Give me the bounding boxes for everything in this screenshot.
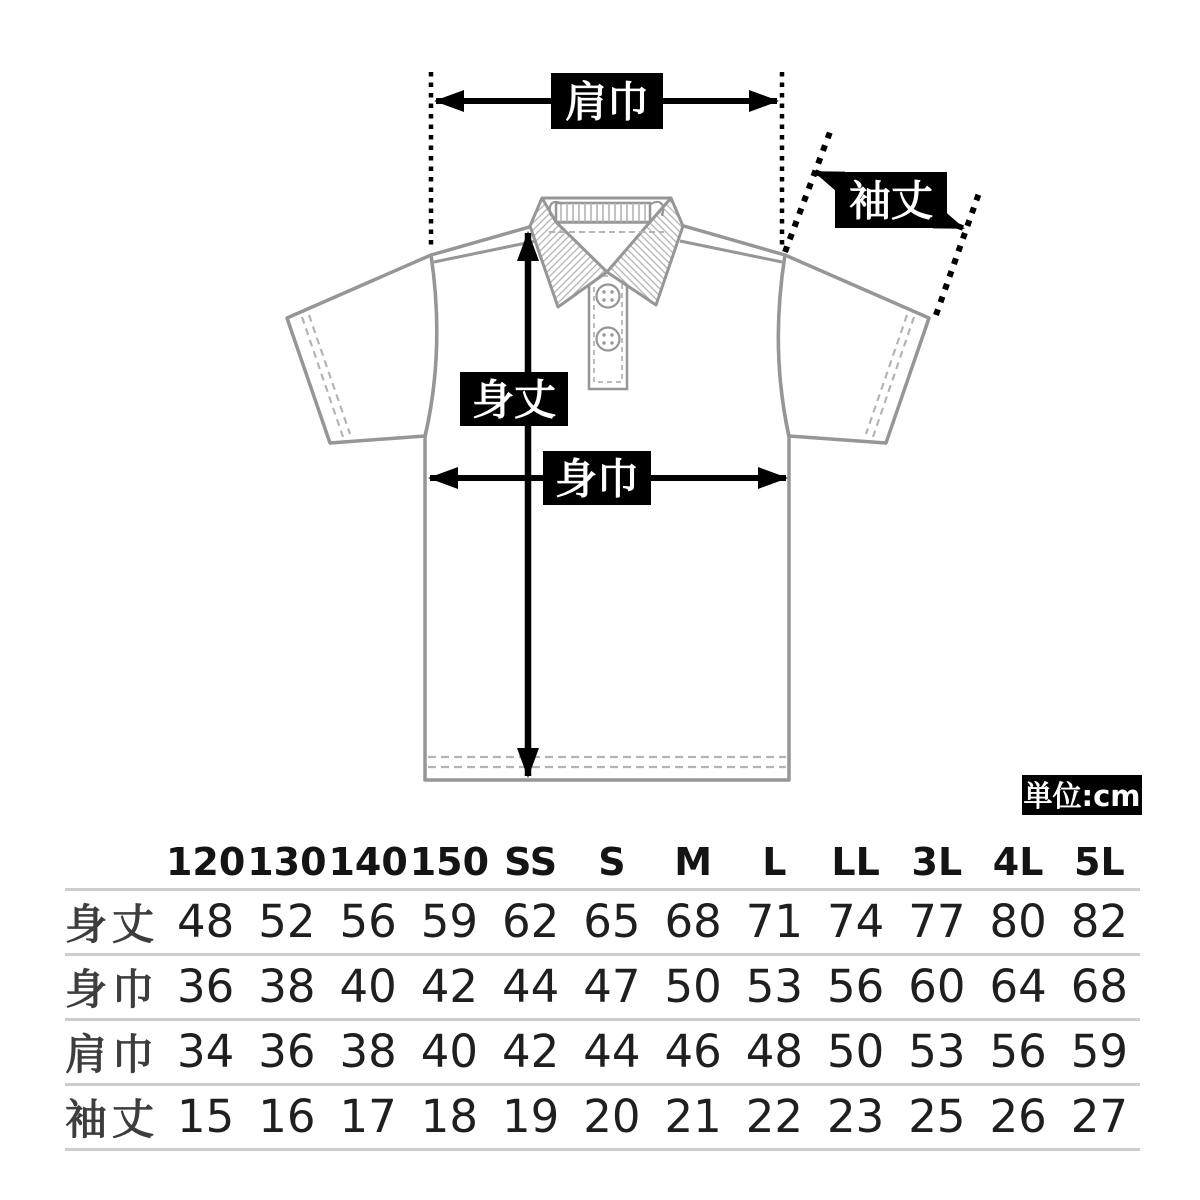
measurement-row-label: 肩巾: [65, 1029, 160, 1079]
size-table-row: [65, 954, 1140, 1019]
measurement-value-cell: 71: [745, 895, 803, 948]
body-length-label: 身丈: [471, 375, 557, 425]
size-table: [65, 836, 1140, 1151]
measurement-row-label: 身巾: [65, 964, 160, 1014]
measurement-row-label: 袖丈: [65, 1094, 160, 1144]
measurement-value-cell: 68: [1070, 960, 1128, 1013]
size-table-row: [65, 1084, 1140, 1149]
measurement-value-cell: 23: [826, 1090, 885, 1143]
measurement-value-cell: 27: [1070, 1090, 1128, 1143]
button: [597, 328, 620, 351]
size-table-header-row: [65, 836, 1140, 889]
size-column-header: S: [598, 839, 626, 884]
size-table-row: [65, 1019, 1140, 1084]
sleeve-length-label: 袖丈: [848, 176, 934, 226]
measurement-value-cell: 59: [1070, 1025, 1128, 1078]
measurement-value-cell: 77: [908, 895, 966, 948]
sleeve-length-guide-inner: [785, 132, 830, 252]
measurement-value-cell: 80: [989, 895, 1047, 948]
measurement-value-cell: 20: [583, 1090, 641, 1143]
measurement-value-cell: 25: [908, 1090, 966, 1143]
size-column-header: 130: [247, 839, 327, 884]
collar-back-band: [556, 203, 650, 222]
measurement-value-cell: 40: [420, 1025, 478, 1078]
measurement-value-cell: 36: [176, 960, 235, 1013]
measurement-row-label: 身丈: [65, 899, 160, 949]
size-column-header: 5L: [1074, 839, 1125, 884]
measurement-value-cell: 38: [339, 1025, 397, 1078]
measurement-value-cell: 48: [745, 1025, 803, 1078]
size-column-header: 140: [328, 839, 408, 884]
size-column-header: LL: [831, 839, 880, 884]
measurement-value-cell: 38: [258, 960, 316, 1013]
measurement-value-cell: 52: [258, 895, 316, 948]
measurement-value-cell: 22: [745, 1090, 803, 1143]
shoulder-width-label: 肩巾: [564, 77, 650, 127]
measurement-value-cell: 50: [664, 960, 722, 1013]
measurement-value-cell: 56: [339, 895, 397, 948]
size-column-header: M: [674, 839, 713, 884]
measurement-value-cell: 42: [420, 960, 478, 1013]
measurement-value-cell: 17: [339, 1090, 397, 1143]
size-column-header: 120: [165, 839, 246, 884]
size-column-header: 150: [409, 839, 490, 884]
button: [597, 285, 620, 308]
measurement-value-cell: 26: [989, 1090, 1047, 1143]
measurement-value-cell: 15: [176, 1090, 235, 1143]
left-sleeve: [287, 255, 437, 443]
unit-badge: [1022, 775, 1142, 815]
measurement-value-cell: 62: [501, 895, 560, 948]
size-column-header: 4L: [992, 839, 1044, 884]
measurement-value-cell: 68: [664, 895, 722, 948]
measurement-value-cell: 48: [176, 895, 235, 948]
measurement-value-cell: 18: [420, 1090, 478, 1143]
measurement-value-cell: 56: [989, 1025, 1047, 1078]
size-column-header: SS: [504, 839, 558, 884]
measurement-value-cell: 44: [583, 1025, 641, 1078]
unit-badge-label: 単位:cm: [1023, 779, 1141, 813]
measurement-value-cell: 42: [501, 1025, 560, 1078]
measurement-value-cell: 19: [501, 1090, 560, 1143]
measurement-value-cell: 34: [176, 1025, 235, 1078]
measurement-value-cell: 74: [826, 895, 885, 948]
measurement-value-cell: 53: [745, 960, 803, 1013]
size-table-corner-cell: [65, 836, 165, 889]
measurement-value-cell: 59: [420, 895, 478, 948]
measurement-value-cell: 40: [339, 960, 397, 1013]
right-sleeve: [778, 255, 929, 443]
body-width-label: 身巾: [554, 454, 640, 504]
measurement-value-cell: 60: [908, 960, 966, 1013]
measurement-value-cell: 65: [583, 895, 641, 948]
measurement-value-cell: 16: [258, 1090, 316, 1143]
measurement-value-cell: 21: [664, 1090, 722, 1143]
size-table-body: [65, 889, 1140, 1149]
measurement-value-cell: 44: [501, 960, 560, 1013]
size-column-header: 3L: [911, 839, 963, 884]
measurement-value-cell: 50: [826, 1025, 885, 1078]
placket: [589, 271, 627, 389]
measurement-value-cell: 47: [583, 960, 641, 1013]
measurement-value-cell: 36: [258, 1025, 316, 1078]
size-column-header: L: [762, 839, 787, 884]
measurement-value-cell: 53: [908, 1025, 966, 1078]
measurement-value-cell: 46: [664, 1025, 722, 1078]
size-table-row: [65, 889, 1140, 954]
measurement-value-cell: 56: [826, 960, 885, 1013]
measurement-value-cell: 64: [989, 960, 1047, 1013]
measurement-value-cell: 82: [1070, 895, 1128, 948]
